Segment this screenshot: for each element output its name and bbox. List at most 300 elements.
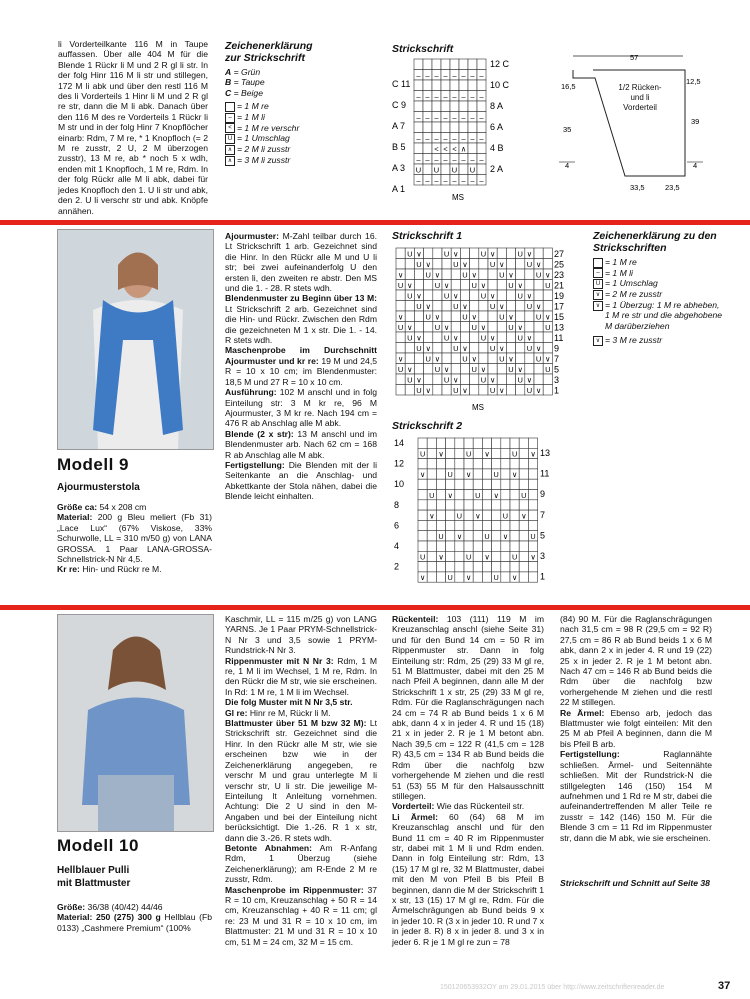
chart-cell: [427, 438, 436, 448]
chart-cell-symbol: U: [465, 449, 472, 459]
chart-cell-symbol: –: [434, 113, 439, 122]
chart-cell-symbol: ∨: [416, 375, 422, 385]
chart-cell: [464, 490, 473, 500]
chart-cell: [418, 500, 427, 510]
chart-cell-symbol: ∨: [397, 354, 404, 364]
chart-cell: [534, 322, 543, 333]
chart-cell: [405, 301, 414, 312]
chart-cell-symbol: U: [517, 291, 523, 301]
chart-cell-symbol: U: [545, 281, 551, 290]
chart-cell: [459, 59, 468, 70]
chart-cell-symbol: ∨: [508, 312, 514, 322]
row-label: 12: [394, 458, 405, 469]
chart-cell: [501, 520, 510, 530]
chart-cell-symbol: U: [453, 386, 459, 395]
chart-cell: [510, 479, 519, 489]
chart-cell: [436, 469, 445, 479]
chart-cell: [470, 332, 479, 343]
chart-cell-symbol: ∨: [530, 449, 536, 459]
chart-cell: [436, 572, 445, 582]
chart-cell-symbol: –: [416, 113, 421, 122]
chart-cell: [543, 332, 552, 343]
chart-cell: [528, 490, 537, 500]
chart-cell: [510, 438, 519, 448]
chart-cell: [451, 322, 460, 333]
chart-cell: [473, 438, 482, 448]
chart-cell: [442, 259, 451, 270]
chart-cell-symbol: U: [535, 312, 542, 322]
chart-cell: [528, 459, 537, 469]
chart-cell-symbol: –: [443, 92, 448, 101]
chart-cell: [473, 562, 482, 572]
chart-cell-symbol: –: [425, 113, 430, 122]
chart-cell: [414, 269, 423, 280]
chart-cell-symbol: –: [461, 71, 466, 80]
chart-cell: [473, 479, 482, 489]
chart-cell-symbol: U: [416, 302, 422, 311]
chart2-grid: [418, 438, 538, 582]
chart-cell-symbol: –: [434, 155, 439, 164]
chart-cell-symbol: –: [443, 155, 448, 164]
paragraph: Die folg Muster mit N Nr 3,5 str.: [225, 697, 353, 708]
chart-cell: [464, 541, 473, 551]
chart-cell-symbol: ∨: [465, 470, 472, 480]
row-label: 4 B: [490, 143, 504, 153]
chart-cell-symbol: –: [434, 176, 439, 185]
paragraph: Betonte Abnahmen: Am R-Anfang Rdm, 1 Überzug (siehe Zeichenerklärung); am R-Ende 2 M re zusstr, Rdm.: [225, 842, 377, 885]
row-label: 13: [540, 448, 551, 458]
row-label: 4: [394, 541, 400, 551]
chart-cell: [396, 248, 405, 259]
chart-cell-symbol: –: [461, 155, 466, 164]
chart-cell-symbol: ∨: [407, 323, 413, 332]
chart-cell-symbol: ∨: [419, 470, 426, 480]
chart-top-title: Strickschrift: [392, 43, 454, 55]
chart2: [392, 434, 592, 599]
chart-cell-symbol: –: [479, 113, 484, 122]
chart-cell-symbol: ∨: [545, 270, 551, 280]
chart-cell: [506, 374, 515, 385]
chart-cell-symbol: ∨: [434, 312, 441, 322]
chart-cell-symbol: ∨: [462, 386, 468, 395]
chart-cell-symbol: U: [526, 260, 533, 269]
chart-cell-symbol: U: [535, 354, 542, 364]
paragraph: Li Ärmel: 60 (64) 68 M im Kreuzanschlag anschl und für den Bund 11 cm = 40 R im Rippenmuster str, dabei mit 1 M li und Rdm enden. Dann in folg Einteilung str: Rdm, 13 (15) 17 M gl re, 32 M Blattmuster, dabei mit den M von Pfeil B bis Pfeil B beginnen, dann die M der Strickschrift 1 x str, 13 (15) 17 M gl re, Rdm. Für die Ärmelschrägungen ab Bund beids 9 x in jeder 10. R (3 x in jeder 10. R und 7 x in jeder 8. R) 8 x in jeder 8. und 3 x in jeder 6. R je 1 M gl re zun = 78: [392, 811, 544, 947]
row-label: 1: [554, 385, 560, 396]
chart-cell: [477, 143, 486, 154]
chart-cell: [492, 562, 501, 572]
chart-cell-symbol: ∧: [460, 144, 467, 154]
chart-cell: [433, 301, 442, 312]
chart-cell: [405, 343, 414, 354]
chart-cell-symbol: ∨: [425, 344, 431, 353]
chart-cell: [424, 332, 433, 343]
chart-cell: [492, 551, 501, 561]
row-label: 17: [554, 301, 565, 312]
chart-cell: [488, 269, 497, 280]
chart-cell: [414, 280, 423, 291]
chart-cell-symbol: U: [530, 532, 536, 541]
chart-cell: [446, 510, 455, 520]
chart-cell: [543, 301, 552, 312]
chart-cell: [525, 353, 534, 364]
legend-model9-title: Zeichenerklärung zu den Strickschriften: [593, 230, 717, 254]
leg9-5: ∨ = 1 Überzug: 1 M re abheben, 1 M re str und die abgehobene M darüberziehen: [593, 300, 723, 331]
chart-cell-symbol: U: [407, 291, 413, 301]
chart-cell-symbol: –: [416, 134, 421, 143]
row-label: 7: [554, 354, 560, 364]
chart-cell-symbol: U: [493, 470, 499, 480]
chart-cell: [510, 520, 519, 530]
chart-cell: [427, 459, 436, 469]
chart-cell: [446, 448, 455, 458]
row-label: 10: [394, 479, 405, 490]
chart-cell: [501, 459, 510, 469]
chart-cell: [528, 469, 537, 479]
chart-cell: [418, 541, 427, 551]
row-label: 10 C: [490, 80, 510, 90]
chart2-right-labels: [540, 448, 550, 582]
chart-cell: [528, 572, 537, 582]
chart-cell-symbol: ∨: [425, 260, 431, 269]
chart-cell-symbol: ∨: [480, 323, 487, 332]
chart-cell: [477, 80, 486, 91]
dim-4-left: 4: [565, 161, 570, 170]
chart-cell-symbol: ∨: [517, 281, 523, 290]
chart-cell-symbol: –: [470, 71, 475, 80]
chart-cell-symbol: ∨: [499, 386, 505, 395]
chart-cell: [451, 280, 460, 291]
chart-cell: [528, 510, 537, 520]
row-label: 14: [394, 438, 405, 448]
chart-cell: [414, 101, 423, 112]
model9-subtitle: Ajourmusterstola: [57, 482, 140, 493]
chart-cell: [470, 248, 479, 259]
yarn-over-icon: U: [593, 279, 603, 289]
chart-cell: [473, 520, 482, 530]
chart-cell: [446, 531, 455, 541]
chart-cell-symbol: U: [434, 323, 441, 332]
chart-cell-symbol: ∨: [438, 552, 444, 562]
twisted-knit-icon: <: [225, 123, 235, 133]
chart-cell: [482, 500, 491, 510]
chart-cell-symbol: U: [511, 552, 518, 562]
row-label: A 3: [392, 163, 406, 173]
chart-cell: [414, 322, 423, 333]
chart-cell: [436, 479, 445, 489]
chart-cell: [414, 122, 423, 133]
chart-cell: [455, 448, 464, 458]
row-label: 2: [394, 561, 400, 572]
chart-cell: [441, 101, 450, 112]
chart-cell-symbol: ∨: [453, 375, 459, 385]
chart-cell-symbol: –: [479, 92, 484, 101]
chart-cell: [451, 364, 460, 375]
chart-cell: [436, 438, 445, 448]
paragraph: Rückenteil: 103 (111) 119 M im Kreuzanschlag anschl (siehe Seite 31) und für den Bund 14 cm = 50 R im Rippenmuster str. Dann in folg Einteilung str: Rdm, 25 (29) 33 M gl re, 51 M Blattmuster, dabei mit den 25 M nach Pfeil A beginnen, dann alle M der Strickschrift 1 x str, 25 (29) 33 M gl re, Rdm. Für die Raglanschrägungen nach 24 cm = 74 R ab Bund beids 1 x 6 M abk, dann 4 x in jeder 4. R und 15 (18) 21 x in jeder 2. R je 1 M betont abn. Nach 39,5 cm = 122 R (41,5 cm = 128 R) 43,5 cm = 134 R ab Bund beids die Rdm über die nachfolg bzw vorhergehende M ziehen und die restl 51 (53) 55 M für den Halsausschnitt stillegen.: [392, 614, 544, 801]
paragraph: Re Ärmel: Ebenso arb, jedoch das Blattmuster wie folgt einteilen: Mit den 25 M ab Pfeil A beginnen, dann die M bis Pfeil B arb.: [560, 707, 713, 749]
chart-cell: [423, 122, 432, 133]
chart-cell: [470, 374, 479, 385]
skp-icon: ∨: [593, 301, 603, 311]
chart-cell: [433, 385, 442, 396]
chart-cell-symbol: U: [508, 281, 514, 290]
chart1-grid: [396, 248, 552, 395]
chart-cell-symbol: –: [425, 71, 430, 80]
chart-cell-symbol: –: [479, 176, 484, 185]
chart-cell: [396, 290, 405, 301]
chart-cell: [497, 322, 506, 333]
chart-cell: [418, 479, 427, 489]
k3tog-icon: ∨: [593, 336, 603, 346]
chart-cell-symbol: ∨: [489, 333, 496, 343]
chart-cell: [528, 479, 537, 489]
chart-cell-symbol: ∨: [434, 354, 441, 364]
chart-cell: [455, 459, 464, 469]
dim-4-right: 4: [693, 161, 698, 170]
chart-cell-symbol: ∨: [526, 333, 533, 343]
leg9-1: = 1 M re: [593, 257, 723, 268]
chart-cell: [436, 562, 445, 572]
legend-sym-1: = 1 M re: [225, 101, 350, 112]
yarn-over-icon: U: [225, 134, 235, 144]
row-label: 6 A: [490, 122, 504, 132]
chart-cell: [433, 343, 442, 354]
chart-cell: [464, 479, 473, 489]
chart-cell-symbol: U: [443, 333, 450, 343]
chart-cell: [528, 438, 537, 448]
chart-cell: [497, 332, 506, 343]
chart-cell: [464, 510, 473, 520]
chart-cell: [482, 459, 491, 469]
chart-cell-symbol: ∨: [508, 270, 514, 280]
chart-cell-symbol: –: [425, 176, 430, 185]
chart-cell: [510, 510, 519, 520]
chart-cell: [427, 500, 436, 510]
chart-cell-symbol: –: [452, 92, 457, 101]
chart-cell: [450, 80, 459, 91]
knit-icon: [225, 102, 235, 112]
chart-cell: [519, 469, 528, 479]
chart-cell-symbol: ∨: [526, 375, 533, 385]
chart-cell: [446, 551, 455, 561]
chart-cell: [525, 322, 534, 333]
row-label: 11: [554, 333, 564, 343]
chart-cell-symbol: ∨: [484, 449, 490, 459]
chart-cell: [433, 259, 442, 270]
chart-cell: [464, 520, 473, 530]
chart-cell: [459, 80, 468, 91]
chart-cell: [423, 101, 432, 112]
chart-cell: [468, 101, 477, 112]
p2tog-icon: ∧: [225, 145, 235, 155]
chart-cell-symbol: U: [499, 354, 505, 364]
intro-paragraph: li Vorderteilkante 116 M in Taupe auffassen. Über alle 404 M für die Blende 1 Rückr li M und 2 R gl li str. In der folg Hinr 116 M li str und stillegen, 172 M li abk und über den restl 116 M des li Vorderteils 1 Hinr li M und 2 R gl re str, dann die M li abk. Danach über den 116 M des re Vorderteils 1 Rückr li M str und in der folg Hinr 7 Knopflöcher einarb: Rdm, 7 M re, * 1 Knopfloch (= 2 M re zusstr, 2 U, 2 M überzogen zusstr), 13 M re, ab * noch 5 x wdh, enden mit 1 Knopfloch, 1 M re, Rdm. In der folg Rückr alle M li abk, dabei für jedes Knopfloch den 1. U li str und abk, den 2. U li verschr str und abk. Knöpfe annähen.: [58, 39, 208, 216]
row-label: 6: [394, 520, 400, 531]
row-label: 8: [394, 499, 400, 510]
chart-cell: [479, 301, 488, 312]
chart-cell: [427, 572, 436, 582]
chart-cell: [501, 469, 510, 479]
chart-cell-symbol: U: [489, 302, 496, 311]
chart-cell-symbol: U: [517, 333, 523, 343]
chart-cell: [451, 311, 460, 322]
chart-cell: [516, 301, 525, 312]
chart-cell: [510, 459, 519, 469]
chart-cell: [436, 490, 445, 500]
chart-cell-symbol: ∨: [535, 344, 542, 353]
chart-cell-symbol: –: [461, 92, 466, 101]
chart-cell: [460, 290, 469, 301]
chart-cell: [488, 364, 497, 375]
chart-cell-symbol: ∨: [489, 249, 496, 259]
chart-cell: [543, 259, 552, 270]
chart-cell: [424, 290, 433, 301]
chart-cell: [525, 364, 534, 375]
row-label: B 5: [392, 142, 406, 152]
row-label: C 11: [392, 79, 411, 89]
row-label: 8 A: [490, 101, 504, 111]
chart-cell: [442, 269, 451, 280]
legend-color-c: C = Beige: [225, 87, 263, 98]
chart-cell-symbol: U: [521, 490, 527, 500]
chart-cell: [405, 259, 414, 270]
legend-sym-3: < = 1 M re verschr: [225, 123, 350, 134]
chart-cell: [446, 520, 455, 530]
chart2-left-labels: [394, 438, 404, 572]
chart-cell-symbol: ∨: [521, 511, 527, 521]
chart-cell: [482, 469, 491, 479]
chart-cell-symbol: U: [415, 165, 422, 175]
chart-cell-symbol: U: [407, 249, 413, 259]
chart-cell-symbol: U: [434, 365, 441, 374]
chart-cell: [442, 311, 451, 322]
chart-cell-symbol: –: [461, 134, 466, 143]
chart-cell-symbol: ∨: [489, 291, 496, 301]
paragraph: Gl re: Hinr re M, Rückr li M.: [225, 707, 331, 718]
chart-cell-symbol: U: [471, 323, 477, 332]
divider-middle: [0, 605, 750, 610]
chart-cell: [470, 385, 479, 396]
chart-cell: [414, 364, 423, 375]
row-label: 23: [554, 270, 565, 280]
chart-cell: [427, 541, 436, 551]
chart-cell: [464, 500, 473, 510]
chart-cell-symbol: U: [508, 365, 514, 374]
chart1-row-labels: [554, 249, 564, 396]
chart-cell-symbol: U: [416, 260, 422, 269]
chart-cell-symbol: U: [499, 270, 505, 280]
model10-subtitle: Hellblauer Pulli mit Blattmuster: [57, 865, 131, 889]
chart-cell: [506, 259, 515, 270]
chart-cell: [473, 448, 482, 458]
chart-cell-symbol: ∨: [462, 344, 468, 353]
chart-cell-symbol: ∨: [535, 302, 542, 311]
chart-cell: [455, 541, 464, 551]
chart-cell: [432, 59, 441, 70]
row-label: 15: [554, 312, 565, 322]
chart-cell-symbol: ∨: [443, 365, 450, 374]
chart-cell-symbol: U: [535, 270, 542, 280]
chart-cell: [479, 343, 488, 354]
chart-cell: [479, 311, 488, 322]
intro-text: [58, 39, 208, 216]
chart1-title: Strickschrift 1: [392, 230, 463, 242]
chart-cell: [482, 510, 491, 520]
chart-cell-symbol: U: [434, 281, 441, 290]
chart-cell: [492, 459, 501, 469]
chart-cell: [473, 459, 482, 469]
chart-cell: [396, 332, 405, 343]
chart-cell: [519, 531, 528, 541]
chart-cell-symbol: ∨: [407, 365, 413, 374]
footer-watermark: 150120653932OY am 29.01.2015 über http://www.zeitschriftenreader.de: [440, 984, 665, 991]
row-label: 21: [554, 280, 565, 291]
chart-cell: [446, 459, 455, 469]
chart-cell: [436, 520, 445, 530]
chart-cell: [396, 374, 405, 385]
chart-cell-symbol: U: [443, 249, 450, 259]
model9-materials: Größe ca: 54 x 208 cm Material: 200 g Bleu meliert (Fb 31) „Lace Lux“ (67% Viskose, 33% Schurwolle, LL = 310 m/50 g) von LANA GROSSA. 1 Paar LANA-GROSSA-Schnellstrick-N Nr 4,5. Kr re: Hin- und Rückr re M.: [57, 502, 212, 575]
chart-cell-symbol: U: [453, 344, 459, 353]
chart-cell: [436, 510, 445, 520]
row-label: 25: [554, 259, 565, 270]
chart-cell-symbol: –: [425, 155, 430, 164]
chart-cell-symbol: –: [470, 176, 475, 185]
chart-cell: [492, 500, 501, 510]
chart-cell-symbol: –: [452, 134, 457, 143]
model10-col1: [225, 614, 377, 947]
chart-cell-symbol: U: [447, 573, 453, 583]
chart-cell-symbol: ∨: [447, 490, 453, 500]
chart-cell: [464, 562, 473, 572]
chart-cell-symbol: U: [425, 312, 431, 322]
chart-cell: [497, 290, 506, 301]
chart-cell-symbol: ∨: [480, 281, 487, 290]
chart-cell-symbol: –: [443, 71, 448, 80]
chart-cell-symbol: U: [502, 511, 509, 521]
chart-cell-symbol: ∨: [499, 302, 505, 311]
row-label: 5: [540, 530, 546, 541]
chart-cell: [436, 541, 445, 551]
chart-cell: [497, 364, 506, 375]
purl-icon: –: [593, 268, 603, 278]
chart-cell-symbol: ∨: [465, 573, 472, 583]
chart-cell: [450, 122, 459, 133]
chart-cell: [473, 551, 482, 561]
schematic-label: 1/2 Rücken- und li Vorderteil: [618, 83, 662, 112]
chart-cell: [459, 101, 468, 112]
chart-cell: [525, 269, 534, 280]
chart-cell-symbol: ∨: [453, 333, 459, 343]
chart-cell: [432, 101, 441, 112]
chart-cell-symbol: ∨: [416, 333, 422, 343]
chart-cell-symbol: U: [517, 375, 523, 385]
chart-cell-symbol: ∨: [416, 291, 422, 301]
chart-cell-symbol: ∨: [493, 490, 499, 500]
chart-cell: [446, 562, 455, 572]
chart-cell: [510, 490, 519, 500]
chart-cell-symbol: ∨: [471, 312, 477, 322]
chart-cell-symbol: –: [470, 113, 475, 122]
chart-cell: [441, 164, 450, 175]
chart-cell: [492, 531, 501, 541]
model10-materials: Größe: 36/38 (40/42) 44/46 Material: 250 (275) 300 g Hellblau (Fb 0133) „Cashmere Premium“ (100%: [57, 902, 212, 933]
chart-cell: [442, 343, 451, 354]
chart-cell-symbol: U: [484, 532, 490, 541]
chart-cell: [488, 311, 497, 322]
chart-cell: [405, 353, 414, 364]
